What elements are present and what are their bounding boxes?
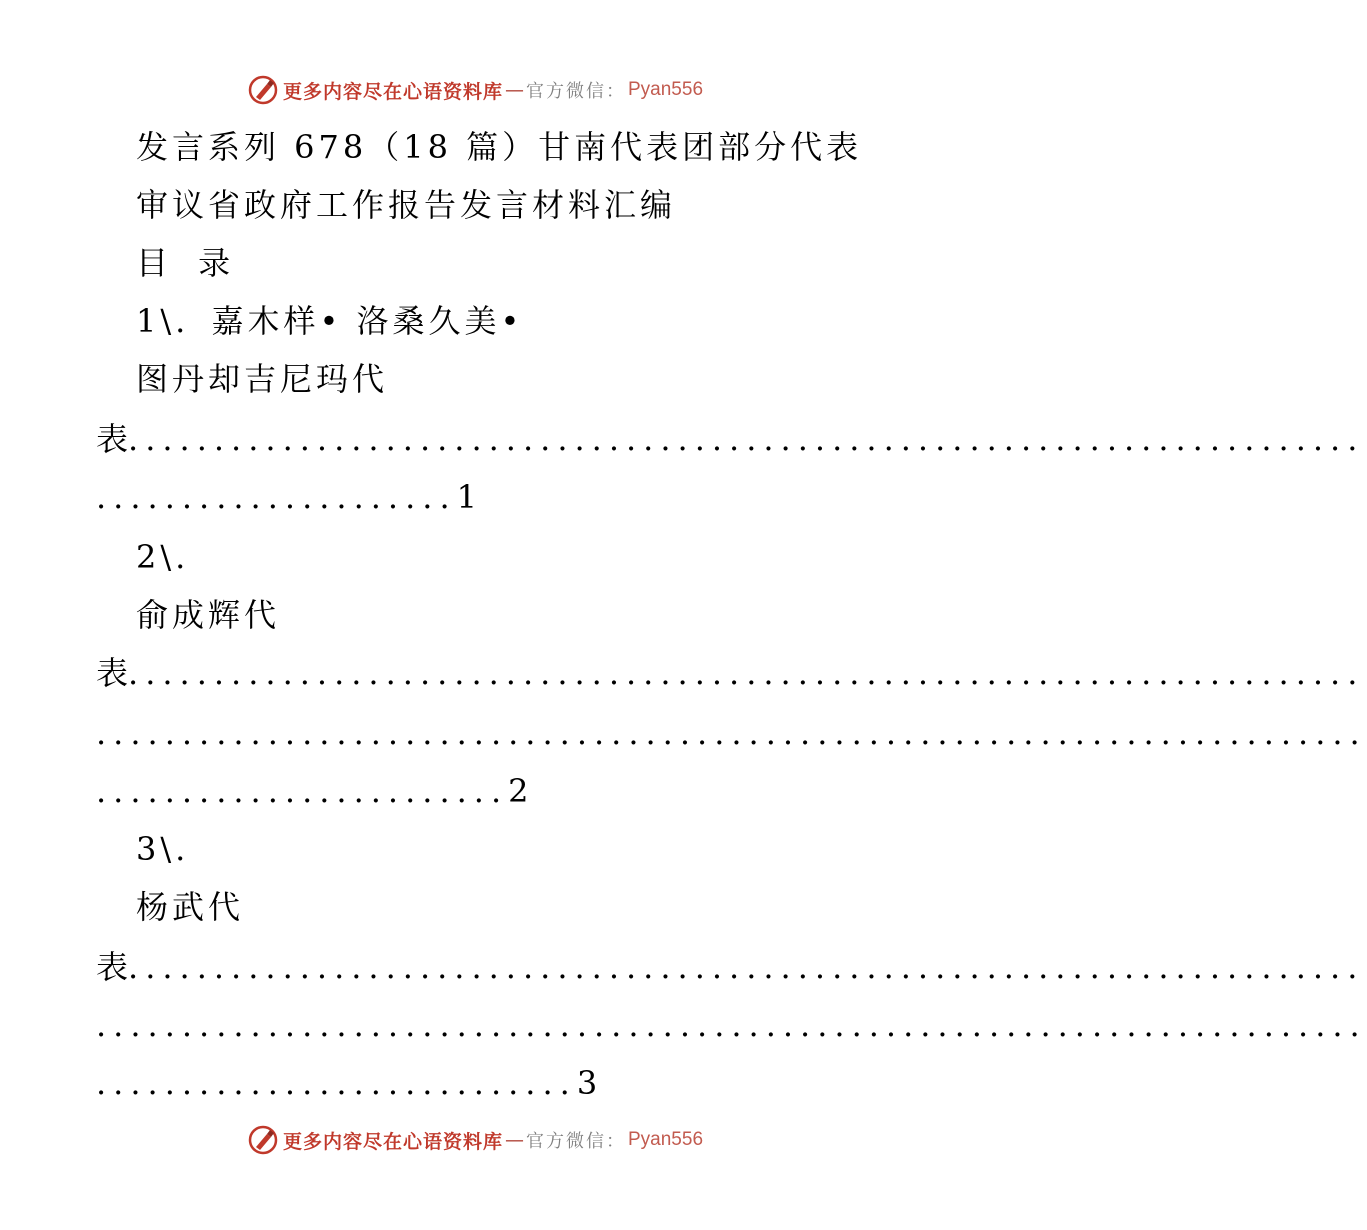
title-line-1: 发言系列 678（18 篇）甘南代表团部分代表 <box>136 128 863 166</box>
toc-entry-3-leader-line <box>96 947 1365 987</box>
toc-entry-1-name-continued: 图丹却吉尼玛代 <box>136 360 389 398</box>
toc-entry-3-number: 3\. <box>136 830 190 868</box>
toc-entry-3-page-line <box>96 1063 844 1103</box>
toc-entry-tail: 表 <box>96 948 129 986</box>
dot-leader: .......................................................................... <box>96 1006 1367 1044</box>
toc-entry-2-name: 俞成辉代 <box>136 596 281 634</box>
dot-leader: ..................... <box>96 478 457 516</box>
toc-entry-page-number: 2 <box>508 772 529 810</box>
toc-entry-2-dots-line <box>96 713 1367 753</box>
dot-leader: ........................................................................ <box>128 948 1365 986</box>
pen-logo-icon <box>247 1124 279 1156</box>
toc-entry-page-number: 1 <box>456 478 477 516</box>
banner-text: 更多内容尽在心语资料库 <box>282 1130 503 1153</box>
toc-entry-2-number: 2\. <box>136 538 190 576</box>
toc-entry-tail: 表 <box>96 420 129 458</box>
banner-label: 官方微信： <box>526 81 626 102</box>
toc-entry-3-name: 杨武代 <box>136 888 245 926</box>
dot-leader: ........................................................................ <box>128 420 1365 458</box>
dot-leader: .......................................................................... <box>96 714 1367 752</box>
toc-entry-1-page-line <box>96 477 844 517</box>
dot-leader: ........................ <box>96 772 509 810</box>
banner-label: 官方微信： <box>526 1131 626 1152</box>
banner-text: 更多内容尽在心语资料库 <box>282 80 503 103</box>
dot-leader: ............................ <box>96 1064 577 1102</box>
toc-entry-1-leader-line <box>96 419 1365 459</box>
header-watermark-banner <box>0 70 950 110</box>
banner-wechat-id: Pyan556 <box>628 1129 704 1150</box>
toc-entry-tail: 表 <box>96 654 129 692</box>
pen-logo-icon <box>247 74 279 106</box>
toc-heading: 目 录 <box>136 244 241 282</box>
footer-watermark-banner <box>0 1120 950 1160</box>
toc-entry-number: 1\. <box>136 302 190 340</box>
banner-separator: — <box>505 1129 524 1151</box>
toc-entry-3-dots-line <box>96 1005 1367 1045</box>
dot-leader: ........................................................................ <box>128 654 1365 692</box>
toc-entry-name: 嘉木样• 洛桑久美• <box>211 302 524 340</box>
banner-wechat-id: Pyan556 <box>628 79 704 100</box>
toc-entry-1-number-name <box>136 301 523 341</box>
toc-entry-page-number: 3 <box>576 1064 598 1102</box>
toc-entry-2-leader-line <box>96 653 1365 693</box>
banner-separator: — <box>505 79 524 101</box>
toc-entry-2-page-line <box>96 771 844 811</box>
title-line-2: 审议省政府工作报告发言材料汇编 <box>136 186 677 224</box>
